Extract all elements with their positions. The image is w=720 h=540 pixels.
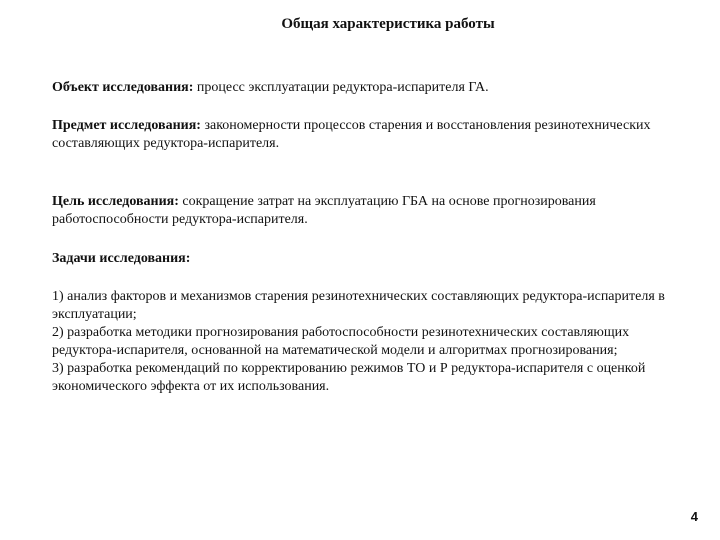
objective-label: Объект исследования: — [52, 80, 194, 95]
objective-text: процесс эксплуатации редуктора-испарителя ГА. — [193, 80, 489, 95]
goal-paragraph — [52, 193, 692, 229]
task-item-3: 3) разработка рекомендаций по корректированию режимов ТО и Р редуктора-испарителя с оценкой экономического эффекта от их использования. — [52, 361, 646, 394]
tasks-list — [52, 288, 692, 396]
objective-paragraph — [52, 79, 692, 97]
subject-label: Предмет исследования: — [52, 118, 201, 133]
page-number: 4 — [690, 509, 698, 524]
task-item-2: 2) разработка методики прогнозирования работоспособности резинотехнических составляющих редуктора-испарителя, основанной на математической модели и алгоритмах прогнозирования; — [52, 325, 630, 358]
task-item-1: 1) анализ факторов и механизмов старения резинотехнических составляющих редуктора-испарителя в эксплуатации; — [52, 289, 665, 322]
subject-paragraph — [52, 117, 692, 153]
goal-label: Цель исследования: — [52, 194, 179, 209]
page-title: Общая характеристика работы — [281, 16, 495, 32]
subject-text: закономерности процессов старения и восстановления резинотехнических составляющих редуктора-испарителя. — [52, 118, 651, 151]
goal-text: сокращение затрат на эксплуатацию ГБА на основе прогнозирования работоспособности редуктора-испарителя. — [52, 194, 596, 227]
tasks-heading: Задачи исследования: — [52, 251, 191, 266]
